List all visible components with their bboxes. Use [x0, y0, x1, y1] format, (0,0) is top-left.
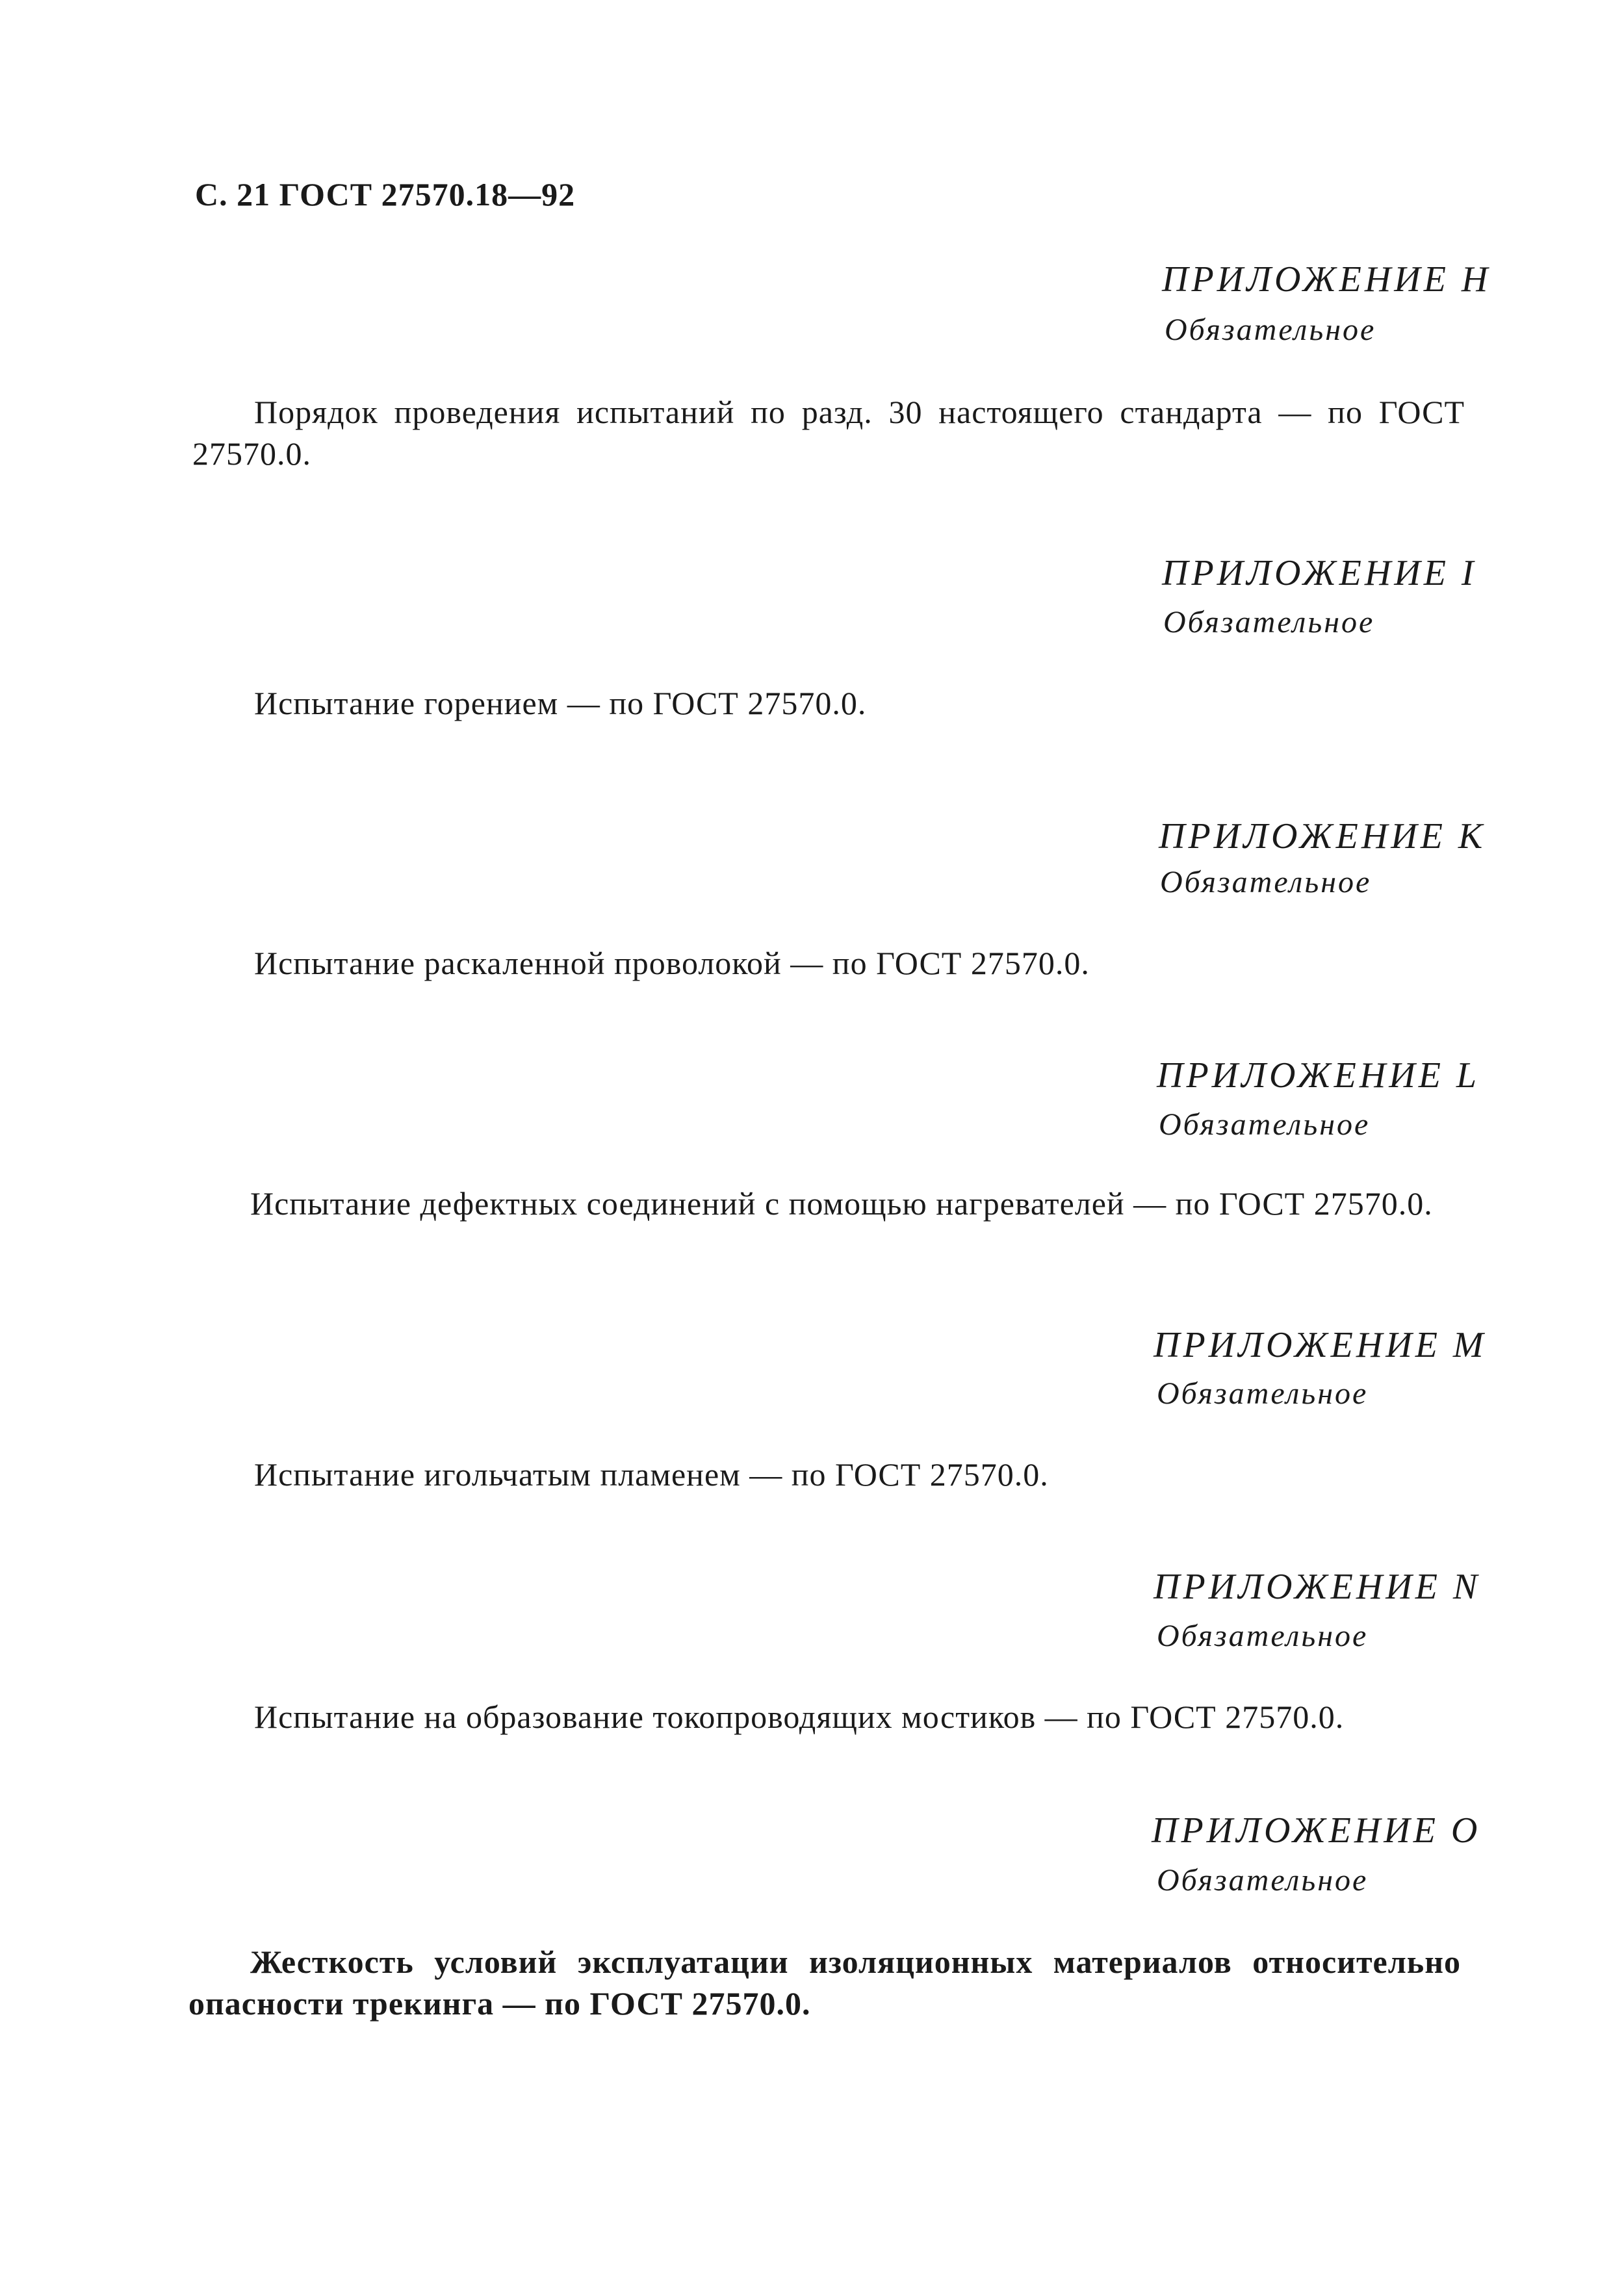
appendix-text: Испытание игольчатым пламенем — по ГОСТ 27570.0. — [254, 1456, 1049, 1493]
appendix-status: Обязательное — [1157, 1376, 1369, 1411]
appendix-status: Обязательное — [1163, 605, 1375, 639]
appendix-status: Обязательное — [1157, 1863, 1369, 1897]
appendix-text: Испытание раскаленной проволокой — по ГОСТ 27570.0. — [254, 945, 1090, 981]
appendix-text: Испытание горением — по ГОСТ 27570.0. — [254, 685, 867, 721]
appendix-title: ПРИЛОЖЕНИЕ I — [1162, 553, 1477, 593]
appendix-title: ПРИЛОЖЕНИЕ M — [1154, 1325, 1487, 1365]
appendix-status: Обязательное — [1165, 313, 1376, 347]
appendix-text: Жесткость условий эксплуатации изоляционных материалов относительно опасности трекинга — по ГОСТ 27570.0. — [188, 1944, 1461, 2022]
page-header: С. 21 ГОСТ 27570.18—92 — [195, 176, 576, 212]
appendix-title: ПРИЛОЖЕНИЕ N — [1154, 1567, 1481, 1607]
appendix-title: ПРИЛОЖЕНИЕ К — [1159, 816, 1486, 856]
appendix-text: Испытание дефектных соединений с помощью нагревателей — по ГОСТ 27570.0. — [250, 1185, 1433, 1222]
appendix-text: Испытание на образование токопроводящих мостиков — по ГОСТ 27570.0. — [254, 1699, 1345, 1735]
appendix-title: ПРИЛОЖЕНИЕ Н — [1162, 259, 1491, 300]
appendix-status: Обязательное — [1157, 1619, 1369, 1653]
appendix-status: Обязательное — [1160, 865, 1372, 899]
appendix-text: Порядок проведения испытаний по разд. 30 настоящего стандарта — по ГОСТ 27570.0. — [192, 394, 1465, 472]
appendix-title: ПРИЛОЖЕНИЕ О — [1152, 1810, 1481, 1851]
appendix-status: Обязательное — [1159, 1107, 1371, 1142]
appendix-title: ПРИЛОЖЕНИЕ L — [1157, 1055, 1480, 1096]
